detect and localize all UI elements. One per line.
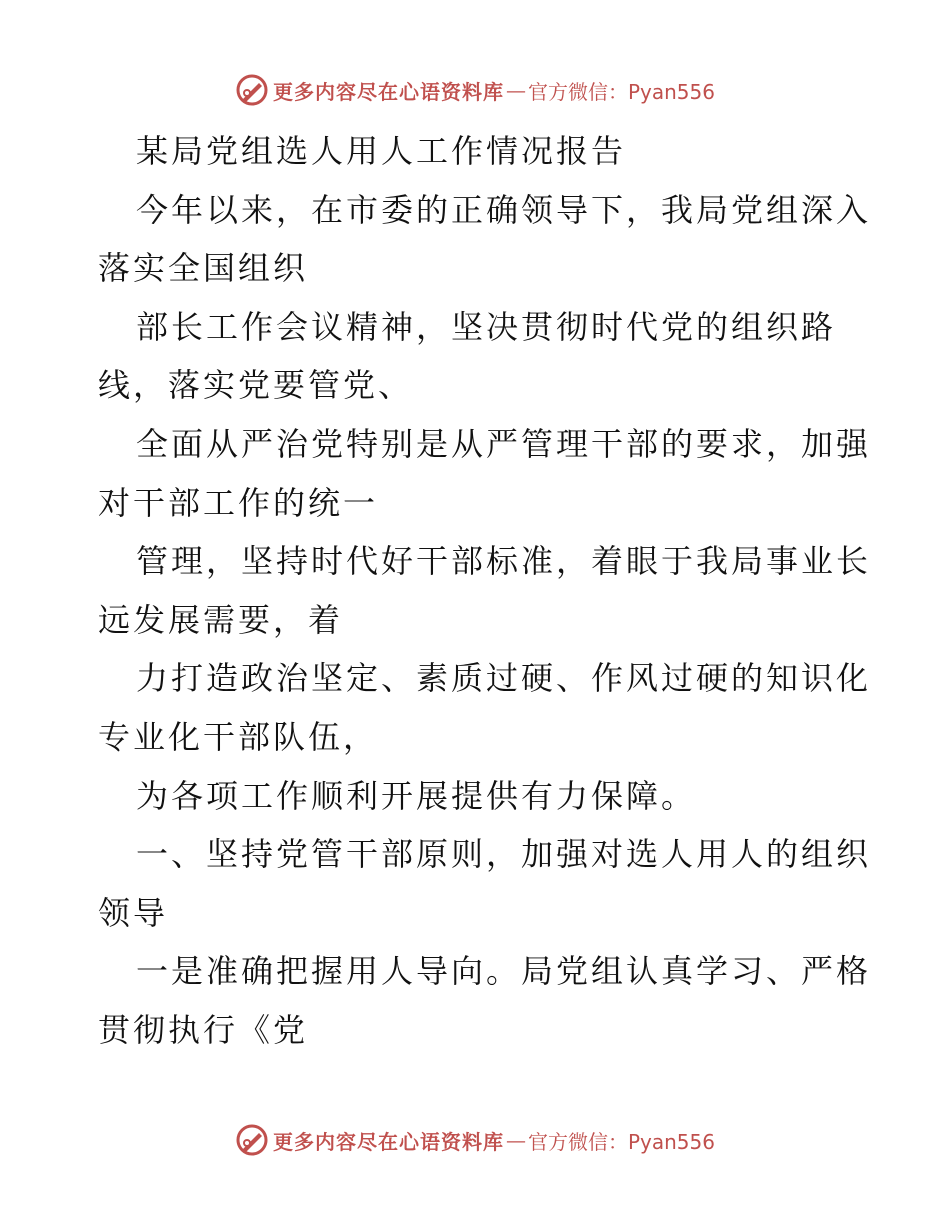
banner-wechat-text: 官方微信：Pyan556 xyxy=(527,1129,715,1154)
document-line: 专业化干部队伍， xyxy=(98,717,379,756)
footer-banner xyxy=(0,1120,950,1160)
section-heading: 一、坚持党管干部原则，加强对选人用人的组织 xyxy=(136,835,872,874)
document-line: 领导 xyxy=(98,893,169,932)
header-banner xyxy=(0,70,950,110)
document-line: 管理，坚持时代好干部标准，着眼于我局事业长 xyxy=(136,542,872,581)
document-line: 贯彻执行《党 xyxy=(98,1010,309,1049)
document-line: 线，落实党要管党、 xyxy=(98,366,414,405)
pen-circle-logo-icon xyxy=(235,1123,269,1157)
banner-dash: — xyxy=(505,78,526,102)
document-body xyxy=(98,122,872,1060)
pen-circle-logo-icon xyxy=(235,73,269,107)
document-title: 某局党组选人用人工作情况报告 xyxy=(136,132,627,170)
document-line: 为各项工作顺利开展提供有力保障。 xyxy=(136,776,697,815)
banner-site-text: 更多内容尽在心语资料库 xyxy=(272,1129,504,1154)
document-line: 部长工作会议精神，坚决贯彻时代党的组织路 xyxy=(136,307,837,346)
banner-dash: — xyxy=(505,1128,526,1152)
document-line: 远发展需要，着 xyxy=(98,600,344,639)
document-line: 一是准确把握用人导向。局党组认真学习、严格 xyxy=(136,952,872,991)
banner-site-text: 更多内容尽在心语资料库 xyxy=(272,79,504,104)
document-line: 落实全国组织 xyxy=(98,249,309,288)
document-line: 对干部工作的统一 xyxy=(98,483,379,522)
document-line: 全面从严治党特别是从严管理干部的要求，加强 xyxy=(136,424,872,463)
document-line: 力打造政治坚定、素质过硬、作风过硬的知识化 xyxy=(136,659,872,698)
document-line: 今年以来，在市委的正确领导下，我局党组深入 xyxy=(136,190,872,229)
banner-wechat-text: 官方微信：Pyan556 xyxy=(527,79,715,104)
